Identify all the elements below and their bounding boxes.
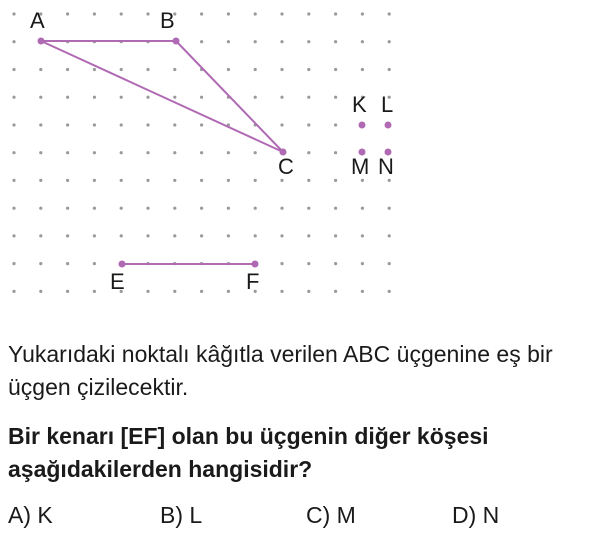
grid-dot [146,179,149,182]
grid-dot [200,40,203,43]
segment-ac [41,41,283,152]
grid-dot [388,290,391,293]
grid-dot [227,234,230,237]
label-a: A [30,8,45,33]
grid-dot [388,12,391,15]
grid-dot [388,40,391,43]
label-k: K [352,92,367,117]
grid-dot [334,151,337,154]
grid-dot [200,290,203,293]
grid-dot [334,234,337,237]
grid-dot [361,40,364,43]
grid-dot [280,262,283,265]
grid-dot [388,207,391,210]
grid-dot [173,123,176,126]
grid-dot [120,123,123,126]
grid-dot [280,290,283,293]
option-a[interactable]: A) K [8,502,53,528]
grid-dot [280,179,283,182]
grid-dot [227,40,230,43]
grid-dot [146,96,149,99]
grid-dot [280,12,283,15]
grid-dot [39,234,42,237]
grid-dot [93,68,96,71]
grid-dot [280,96,283,99]
grid-dot [146,68,149,71]
grid-dot [66,207,69,210]
grid-dot [334,290,337,293]
grid-dot [39,207,42,210]
grid-dot [200,179,203,182]
grid-dot [307,96,310,99]
segment-bc [176,41,283,152]
question-statement: Yukarıdaki noktalı kâğıtla verilen ABC üçgenine eş bir üçgen çizilecektir. [8,341,553,400]
grid-dot [120,96,123,99]
grid-dot [361,207,364,210]
grid-dot [307,123,310,126]
grid-dot [388,234,391,237]
grid-dot [39,262,42,265]
grid-dot [361,234,364,237]
vertex-b-dot [173,38,180,45]
grid-dot [307,290,310,293]
grid-dot [120,68,123,71]
grid-dot [334,123,337,126]
grid-dot [334,179,337,182]
grid-dot [66,262,69,265]
grid-dot [173,151,176,154]
grid-dot [173,96,176,99]
grid-dot [254,12,257,15]
grid-dot [334,96,337,99]
grid-dot [334,40,337,43]
point-k-dot [359,122,366,129]
grid-dot [254,179,257,182]
grid-dot [280,123,283,126]
label-e: E [110,269,125,294]
grid-dot [12,234,15,237]
grid-dot [120,234,123,237]
grid-dot [334,12,337,15]
grid-dot [254,151,257,154]
grid-dot [307,179,310,182]
grid-dot [12,262,15,265]
grid-dot [173,179,176,182]
grid-dot [39,96,42,99]
grid-dot [307,40,310,43]
grid-dot [361,68,364,71]
grid-dot [307,151,310,154]
grid-dot [66,290,69,293]
grid-dot [12,290,15,293]
grid-dot [200,151,203,154]
grid-dot [39,123,42,126]
grid-dot [361,12,364,15]
grid-dot [227,68,230,71]
grid-dot [280,40,283,43]
grid-dot [146,207,149,210]
grid-dot [334,207,337,210]
grid-dot [227,290,230,293]
grid-dot [12,179,15,182]
grid-dot [93,151,96,154]
point-f-dot [252,261,259,268]
option-d[interactable]: D) N [452,502,500,528]
grid-dot [12,207,15,210]
grid-dot [173,207,176,210]
grid-dot [254,234,257,237]
grid-dot [39,179,42,182]
label-b: B [160,8,175,33]
grid-dot [66,151,69,154]
grid-dot [200,123,203,126]
label-m: M [351,154,370,179]
option-b[interactable]: B) L [160,502,203,528]
grid-dot [12,68,15,71]
grid-dot [39,151,42,154]
grid-dot [146,12,149,15]
grid-dot [227,12,230,15]
grid-dot [120,151,123,154]
grid-dot [146,290,149,293]
grid-dot [227,207,230,210]
grid-dot [200,207,203,210]
grid-dot [361,290,364,293]
grid-dot [66,68,69,71]
point-e-dot [119,261,126,268]
grid-dot [307,68,310,71]
grid-dot [120,179,123,182]
label-f: F [246,269,260,294]
question-prompt: Bir kenarı [EF] olan bu üçgenin diğer köşesi aşağıdakilerden hangisidir? [8,423,489,482]
grid-dot [200,234,203,237]
grid-dot [307,207,310,210]
grid-dot [280,234,283,237]
grid-dot [200,12,203,15]
grid-dot [361,179,364,182]
grid-dot [93,262,96,265]
grid-dot [254,207,257,210]
grid-dot [39,68,42,71]
grid-dot [93,96,96,99]
label-c: C [278,154,294,179]
grid-dot [93,12,96,15]
label-n: N [378,154,394,179]
grid-dot [173,68,176,71]
grid-dot [12,123,15,126]
grid-dot [307,12,310,15]
grid-dot [66,12,69,15]
grid-dot [66,123,69,126]
grid-dot [39,290,42,293]
grid-dot [146,123,149,126]
grid-dot [227,179,230,182]
grid-dot [227,151,230,154]
option-c[interactable]: C) M [306,502,356,528]
grid-dot [388,262,391,265]
grid-dot [173,290,176,293]
vertex-a-dot [38,38,45,45]
grid-dot [120,207,123,210]
grid-dot [280,68,283,71]
grid-dot [388,179,391,182]
grid-dot [93,290,96,293]
grid-dot [12,12,15,15]
grid-dot [146,151,149,154]
grid-dot [254,40,257,43]
grid-dot [66,179,69,182]
grid-dot [254,96,257,99]
grid-dot [280,207,283,210]
grid-dot [146,234,149,237]
grid-dot [12,96,15,99]
grid-dot [66,234,69,237]
grid-dot [361,262,364,265]
grid-dot [254,68,257,71]
grid-dot [93,179,96,182]
grid-dot [307,262,310,265]
point-l-dot [385,122,392,129]
grid-dot [334,68,337,71]
grid-dot [334,262,337,265]
grid-dot [388,68,391,71]
label-l: L [381,92,394,117]
grid-dot [93,234,96,237]
grid-dot [93,123,96,126]
grid-dot [66,96,69,99]
grid-dot [12,40,15,43]
grid-dot [307,234,310,237]
grid-dot [173,234,176,237]
grid-dot [93,207,96,210]
grid-dot [120,12,123,15]
grid-dot [12,151,15,154]
grid-dot [200,96,203,99]
